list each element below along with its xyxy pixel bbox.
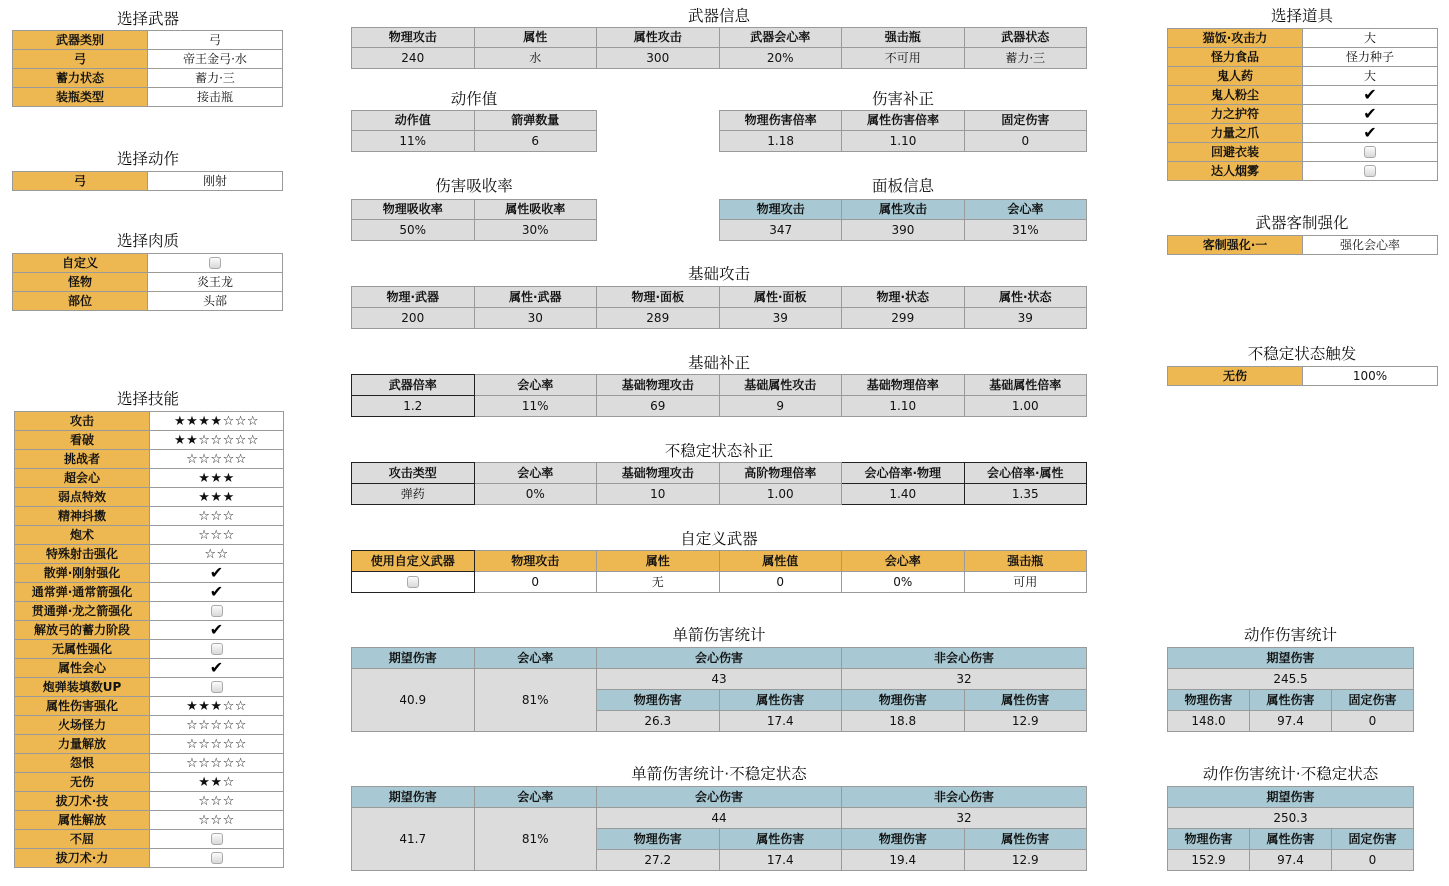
- skill-label: 通常弹·通常箭强化: [15, 583, 150, 602]
- unstable-correction-title: 不稳定状态补正: [664, 442, 774, 460]
- charge-state-label: 蓄力状态: [13, 69, 148, 88]
- skill-row: [15, 716, 284, 735]
- elem-multiplier-header: 属性伤害倍率: [842, 111, 964, 131]
- weapon-crit-rate: 20%: [719, 48, 842, 69]
- skill-label: 散弹·刚射强化: [15, 564, 150, 583]
- action-expected-damage: 245.5: [1168, 669, 1414, 690]
- weapon-type-label: 武器类别: [13, 31, 148, 50]
- base-attack-value: 299: [842, 308, 965, 329]
- noncrit-phys-header: 物理伤害: [842, 690, 965, 711]
- unstable-correction-header: 高阶物理倍率: [719, 463, 842, 484]
- item-label: 鬼人粉尘: [1168, 86, 1303, 105]
- base-correction-header: 基础物理攻击: [597, 375, 720, 396]
- use-custom-weapon-header: 使用自定义武器: [352, 551, 475, 572]
- single-stats-title: 单箭伤害统计: [672, 626, 766, 644]
- elem-absorb: 30%: [474, 220, 597, 241]
- action-stats-unstable-title: 动作伤害统计·不稳定状态: [1202, 765, 1379, 783]
- noncrit-elem-damage: 12.9: [964, 711, 1087, 732]
- skill-label: 无属性强化: [15, 640, 150, 659]
- expected-damage-header: 期望伤害: [352, 787, 475, 808]
- skill-label: 炮术: [15, 526, 150, 545]
- skill-row: [15, 811, 284, 830]
- weapon-select-title: 选择武器: [116, 10, 179, 28]
- skill-row: [15, 564, 284, 583]
- crit-phys-header: 物理伤害: [597, 690, 720, 711]
- skill-row: [15, 507, 284, 526]
- skill-stars-select[interactable]: ☆☆☆: [150, 792, 284, 811]
- coating-type-label: 装瓶类型: [13, 88, 148, 107]
- skill-label: 不屈: [15, 830, 150, 849]
- monster-select[interactable]: 炎王龙: [148, 273, 283, 292]
- crit-elem-damage: 17.4: [719, 711, 842, 732]
- motion-value-table: [351, 110, 597, 152]
- item-row: [1168, 67, 1438, 86]
- action-phys-damage: 148.0: [1168, 711, 1250, 732]
- flesh-select-title: 选择肉质: [116, 232, 179, 250]
- skill-stars-select[interactable]: ☆☆☆☆☆: [150, 735, 284, 754]
- base-attack-table: [351, 286, 1087, 329]
- crit-elem-header: 属性伤害: [719, 829, 842, 850]
- skill-row: [15, 735, 284, 754]
- skill-label: 贯通弹·龙之箭强化: [15, 602, 150, 621]
- action-elem-header: 属性伤害: [1250, 829, 1332, 850]
- panel-elem-header: 属性攻击: [842, 200, 964, 220]
- unstable-correction-header: 会心倍率·物理: [842, 463, 965, 484]
- motion-value-title: 动作值: [450, 90, 498, 108]
- crit-damage-total: 44: [597, 808, 842, 829]
- item-checkbox[interactable]: [1364, 146, 1376, 158]
- base-attack-header: 属性·武器: [474, 287, 597, 308]
- crit-rate-header: 会心率: [474, 787, 597, 808]
- skill-row: [15, 583, 284, 602]
- skill-label: 力量解放: [15, 735, 150, 754]
- action-fixed-damage: 0: [1332, 850, 1414, 871]
- panel-crit: 31%: [964, 220, 1086, 241]
- base-attack-header: 属性·面板: [719, 287, 842, 308]
- expected-damage: 41.7: [352, 808, 475, 871]
- attack-type: 弹药: [352, 484, 475, 505]
- skill-stars-select[interactable]: ★★★☆☆: [150, 697, 284, 716]
- arrow-count-header: 箭弹数量: [474, 111, 597, 131]
- skill-row: [15, 602, 284, 621]
- skill-row: [15, 545, 284, 564]
- skill-label: 火场怪力: [15, 716, 150, 735]
- unstable-correction-header: 会心率: [474, 463, 597, 484]
- noncrit-phys-header: 物理伤害: [842, 829, 965, 850]
- skill-stars-select[interactable]: ☆☆☆☆☆: [150, 450, 284, 469]
- single-stats-unstable-table: [351, 786, 1087, 871]
- skill-row: [15, 754, 284, 773]
- noncrit-damage-header: 非会心伤害: [842, 648, 1087, 669]
- crit-phys-header: 物理伤害: [597, 829, 720, 850]
- custom-phys-header: 物理攻击: [474, 551, 597, 572]
- item-label: 达人烟雾: [1168, 162, 1303, 181]
- noncrit-elem-header: 属性伤害: [964, 690, 1087, 711]
- flesh-select-table: [12, 253, 283, 311]
- unstable-crit-rate: 0%: [474, 484, 597, 505]
- single-stats-unstable-title: 单箭伤害统计·不稳定状态: [631, 765, 807, 783]
- item-checkbox-checked[interactable]: ✔: [1363, 123, 1377, 142]
- weapon-info-header: 武器状态: [964, 28, 1087, 48]
- restraint-label: 客制强化·一: [1168, 236, 1303, 255]
- action-phys-header: 物理伤害: [1168, 690, 1250, 711]
- action-stats-table: [1167, 647, 1414, 732]
- bow-label: 弓: [13, 50, 148, 69]
- phys-absorb: 50%: [352, 220, 475, 241]
- action-stats-title: 动作伤害统计: [1243, 626, 1337, 644]
- phys-multiplier: 1.18: [720, 131, 842, 152]
- custom-flesh-label: 自定义: [13, 254, 148, 273]
- item-checkbox[interactable]: [1364, 165, 1376, 177]
- skills-table: [14, 411, 284, 868]
- custom-flesh-checkbox[interactable]: [209, 257, 221, 269]
- elem-absorb-header: 属性吸收率: [474, 200, 597, 220]
- skill-row: [15, 488, 284, 507]
- base-attack-header: 物理·面板: [597, 287, 720, 308]
- action-phys-header: 物理伤害: [1168, 829, 1250, 850]
- crit-damage-total: 43: [597, 669, 842, 690]
- skill-row: [15, 659, 284, 678]
- item-row: [1168, 124, 1438, 143]
- skill-stars-select[interactable]: ☆☆☆: [150, 811, 284, 830]
- unstable-trigger-title: 不稳定状态触发: [1247, 345, 1357, 363]
- arrow-count: 6: [474, 131, 597, 152]
- base-correction-header: 基础属性倍率: [964, 375, 1087, 396]
- weapon-phys-attack: 240: [352, 48, 475, 69]
- action-fixed-header: 固定伤害: [1332, 829, 1414, 850]
- skill-stars-select[interactable]: ☆☆☆☆☆: [150, 754, 284, 773]
- panel-info-table: [719, 199, 1087, 241]
- base-correction-title: 基础补正: [687, 354, 750, 372]
- noncrit-damage-header: 非会心伤害: [842, 787, 1087, 808]
- action-fixed-header: 固定伤害: [1332, 690, 1414, 711]
- damage-correction-table: [719, 110, 1087, 152]
- fixed-damage: 0: [964, 131, 1086, 152]
- item-label: 鬼人药: [1168, 67, 1303, 86]
- skill-label: 弱点特效: [15, 488, 150, 507]
- noncrit-elem-damage: 12.9: [964, 850, 1087, 871]
- base-correction-header: 基础属性攻击: [719, 375, 842, 396]
- item-row: [1168, 143, 1438, 162]
- unstable-correction-header: 基础物理攻击: [597, 463, 720, 484]
- skill-row: [15, 697, 284, 716]
- restraint-select[interactable]: 强化会心率: [1303, 236, 1438, 255]
- action-select-title: 选择动作: [116, 150, 179, 168]
- base-elem-multiplier: 1.00: [964, 396, 1087, 417]
- crit-phys-damage: 26.3: [597, 711, 720, 732]
- action-elem-damage: 97.4: [1250, 850, 1332, 871]
- action-fixed-damage: 0: [1332, 711, 1414, 732]
- weapon-select-table: [12, 30, 283, 107]
- skill-stars-select[interactable]: ☆☆: [150, 545, 284, 564]
- action-phys-damage: 152.9: [1168, 850, 1250, 871]
- skill-label: 拔刀术·技: [15, 792, 150, 811]
- skill-row: [15, 621, 284, 640]
- skill-row: [15, 412, 284, 431]
- expected-damage-header: 期望伤害: [352, 648, 475, 669]
- phys-multiplier-header: 物理伤害倍率: [720, 111, 842, 131]
- skill-label: 拔刀术·力: [15, 849, 150, 868]
- base-attack-header: 物理·武器: [352, 287, 475, 308]
- crit-rate: 81%: [474, 808, 597, 871]
- weapon-multiplier: 1.2: [352, 396, 475, 417]
- skill-checkbox-checked[interactable]: ✔: [209, 563, 224, 582]
- custom-weapon-table: [351, 550, 1087, 593]
- weapon-info-title: 武器信息: [687, 7, 750, 25]
- item-row: [1168, 105, 1438, 124]
- base-elem-attack: 9: [719, 396, 842, 417]
- item-value-select[interactable]: 大: [1303, 67, 1438, 86]
- skill-label: 怨恨: [15, 754, 150, 773]
- crit-multiplier-elem: 1.35: [964, 484, 1087, 505]
- weapon-info-table: [351, 27, 1087, 69]
- single-stats-table: [351, 647, 1087, 732]
- noncrit-damage-total: 32: [842, 669, 1087, 690]
- base-attack-value: 200: [352, 308, 475, 329]
- restraint-title: 武器客制强化: [1255, 214, 1349, 232]
- action-stats-unstable-table: [1167, 786, 1414, 871]
- skill-row: [15, 792, 284, 811]
- crit-damage-header: 会心伤害: [597, 648, 842, 669]
- skill-label: 属性解放: [15, 811, 150, 830]
- item-checkbox-checked[interactable]: ✔: [1363, 104, 1377, 123]
- action-select[interactable]: 刚射: [148, 172, 283, 191]
- charge-state-select[interactable]: 蓄力·三: [148, 69, 283, 88]
- items-table: [1167, 28, 1438, 181]
- base-correction-header: 武器倍率: [352, 375, 475, 396]
- skill-label: 特殊射击强化: [15, 545, 150, 564]
- elem-multiplier: 1.10: [842, 131, 964, 152]
- weapon-info-header: 物理攻击: [352, 28, 475, 48]
- base-phys-multiplier: 1.10: [842, 396, 965, 417]
- motion-value: 11%: [352, 131, 475, 152]
- noncrit-damage-total: 32: [842, 808, 1087, 829]
- skill-label: 属性伤害强化: [15, 697, 150, 716]
- skill-row: [15, 773, 284, 792]
- weapon-power-coating: 不可用: [842, 48, 965, 69]
- crit-multiplier-phys: 1.40: [842, 484, 965, 505]
- skill-stars-select[interactable]: ☆☆☆☆☆: [150, 716, 284, 735]
- custom-crit-input[interactable]: 0%: [842, 572, 965, 593]
- weapon-info-header: 属性攻击: [597, 28, 720, 48]
- weapon-element-attack: 300: [597, 48, 720, 69]
- noncrit-elem-header: 属性伤害: [964, 829, 1087, 850]
- fixed-damage-header: 固定伤害: [964, 111, 1086, 131]
- skill-label: 属性会心: [15, 659, 150, 678]
- skill-label: 精神抖擞: [15, 507, 150, 526]
- use-custom-weapon-checkbox[interactable]: [407, 576, 419, 588]
- custom-elem-select[interactable]: 无: [597, 572, 720, 593]
- skill-stars-select[interactable]: ☆☆☆: [150, 507, 284, 526]
- action-expected-header: 期望伤害: [1168, 648, 1414, 669]
- action-expected-header: 期望伤害: [1168, 787, 1414, 808]
- unstable-trigger-label: 无伤: [1168, 367, 1303, 386]
- custom-elem-header: 属性: [597, 551, 720, 572]
- skill-row: [15, 431, 284, 450]
- weapon-element: 水: [474, 48, 597, 69]
- action-expected-damage: 250.3: [1168, 808, 1414, 829]
- panel-info-title: 面板信息: [871, 177, 934, 195]
- skill-checkbox[interactable]: [211, 643, 223, 655]
- skill-row: [15, 640, 284, 659]
- crit-elem-header: 属性伤害: [719, 690, 842, 711]
- skills-title: 选择技能: [116, 390, 179, 408]
- absorb-table: [351, 199, 597, 241]
- item-row: [1168, 29, 1438, 48]
- item-label: 猫饭·攻击力: [1168, 29, 1303, 48]
- base-correction-header: 会心率: [474, 375, 597, 396]
- skill-label: 无伤: [15, 773, 150, 792]
- item-row: [1168, 86, 1438, 105]
- unstable-correction-header: 会心倍率·属性: [964, 463, 1087, 484]
- custom-crit-header: 会心率: [842, 551, 965, 572]
- restraint-table: [1167, 235, 1438, 255]
- items-title: 选择道具: [1270, 7, 1333, 25]
- item-label: 力之护符: [1168, 105, 1303, 124]
- custom-coating-select[interactable]: 可用: [964, 572, 1087, 593]
- skill-row: [15, 830, 284, 849]
- skill-stars-select[interactable]: ★★☆☆☆☆☆: [150, 431, 284, 450]
- skill-stars-select[interactable]: ★★★★☆☆☆: [150, 412, 284, 431]
- skill-checkbox-checked[interactable]: ✔: [209, 582, 224, 601]
- base-attack-value: 39: [964, 308, 1087, 329]
- skill-stars-select[interactable]: ☆☆☆: [150, 526, 284, 545]
- skill-stars-select[interactable]: ★★★: [150, 488, 284, 507]
- item-value-select[interactable]: 怪力种子: [1303, 48, 1438, 67]
- weapon-info-header: 属性: [474, 28, 597, 48]
- skill-row: [15, 526, 284, 545]
- crit-rate: 81%: [474, 669, 597, 732]
- skill-checkbox[interactable]: [211, 833, 223, 845]
- action-elem-damage: 97.4: [1250, 711, 1332, 732]
- part-select[interactable]: 头部: [148, 292, 283, 311]
- skill-row: [15, 678, 284, 697]
- item-checkbox-checked[interactable]: ✔: [1363, 85, 1377, 104]
- skill-stars-select[interactable]: ★★☆: [150, 773, 284, 792]
- unstable-correction-table: [351, 462, 1087, 505]
- base-attack-header: 属性·状态: [964, 287, 1087, 308]
- custom-weapon-title: 自定义武器: [680, 530, 758, 548]
- panel-phys-header: 物理攻击: [720, 200, 842, 220]
- custom-phys-input[interactable]: 0: [474, 572, 597, 593]
- action-elem-header: 属性伤害: [1250, 690, 1332, 711]
- skill-row: [15, 450, 284, 469]
- base-attack-value: 30: [474, 308, 597, 329]
- monster-label: 怪物: [13, 273, 148, 292]
- skill-label: 炮弹装填数UP: [15, 678, 150, 697]
- skill-checkbox-checked[interactable]: ✔: [209, 658, 224, 677]
- noncrit-phys-damage: 19.4: [842, 850, 965, 871]
- phys-absorb-header: 物理吸收率: [352, 200, 475, 220]
- skill-row: [15, 469, 284, 488]
- unstable-correction-header: 攻击类型: [352, 463, 475, 484]
- skill-row: [15, 849, 284, 868]
- base-attack-value: 39: [719, 308, 842, 329]
- high-phys-multiplier: 1.00: [719, 484, 842, 505]
- motion-value-header: 动作值: [352, 111, 475, 131]
- weapon-info-header: 强击瓶: [842, 28, 965, 48]
- action-select-table: [12, 171, 283, 191]
- item-value-select[interactable]: 大: [1303, 29, 1438, 48]
- unstable-trigger-select[interactable]: 100%: [1303, 367, 1438, 386]
- coating-type-select[interactable]: 接击瓶: [148, 88, 283, 107]
- weapon-type-select[interactable]: 弓: [148, 31, 283, 50]
- skill-label: 攻击: [15, 412, 150, 431]
- base-correction-header: 基础物理倍率: [842, 375, 965, 396]
- unstable-base-phys: 10: [597, 484, 720, 505]
- skill-label: 超会心: [15, 469, 150, 488]
- crit-rate-header: 会心率: [474, 648, 597, 669]
- absorb-title: 伤害吸收率: [435, 177, 513, 195]
- skill-checkbox-checked[interactable]: ✔: [209, 620, 224, 639]
- item-row: [1168, 48, 1438, 67]
- expected-damage: 40.9: [352, 669, 475, 732]
- action-weapon-label: 弓: [13, 172, 148, 191]
- custom-coating-header: 强击瓶: [964, 551, 1087, 572]
- custom-elem-value-input[interactable]: 0: [719, 572, 842, 593]
- skill-label: 看破: [15, 431, 150, 450]
- unstable-trigger-table: [1167, 366, 1438, 386]
- skill-stars-select[interactable]: ★★★: [150, 469, 284, 488]
- skill-checkbox[interactable]: [211, 605, 223, 617]
- damage-correction-title: 伤害补正: [871, 90, 934, 108]
- bow-select[interactable]: 帝王金弓·水: [148, 50, 283, 69]
- skill-checkbox[interactable]: [211, 681, 223, 693]
- crit-phys-damage: 27.2: [597, 850, 720, 871]
- skill-label: 挑战者: [15, 450, 150, 469]
- part-label: 部位: [13, 292, 148, 311]
- weapon-state: 蓄力·三: [964, 48, 1087, 69]
- base-attack-title: 基础攻击: [687, 265, 750, 283]
- noncrit-phys-damage: 18.8: [842, 711, 965, 732]
- crit-elem-damage: 17.4: [719, 850, 842, 871]
- item-row: [1168, 162, 1438, 181]
- crit-damage-header: 会心伤害: [597, 787, 842, 808]
- skill-label: 解放弓的蓄力阶段: [15, 621, 150, 640]
- base-attack-value: 289: [597, 308, 720, 329]
- item-label: 怪力食品: [1168, 48, 1303, 67]
- base-correction-table: [351, 374, 1087, 417]
- skill-checkbox[interactable]: [211, 852, 223, 864]
- weapon-info-header: 武器会心率: [719, 28, 842, 48]
- panel-phys: 347: [720, 220, 842, 241]
- panel-crit-header: 会心率: [964, 200, 1086, 220]
- custom-elem-value-header: 属性值: [719, 551, 842, 572]
- base-attack-header: 物理·状态: [842, 287, 965, 308]
- panel-elem: 390: [842, 220, 964, 241]
- item-label: 回避衣装: [1168, 143, 1303, 162]
- item-label: 力量之爪: [1168, 124, 1303, 143]
- base-phys-attack: 69: [597, 396, 720, 417]
- base-crit-rate: 11%: [474, 396, 597, 417]
